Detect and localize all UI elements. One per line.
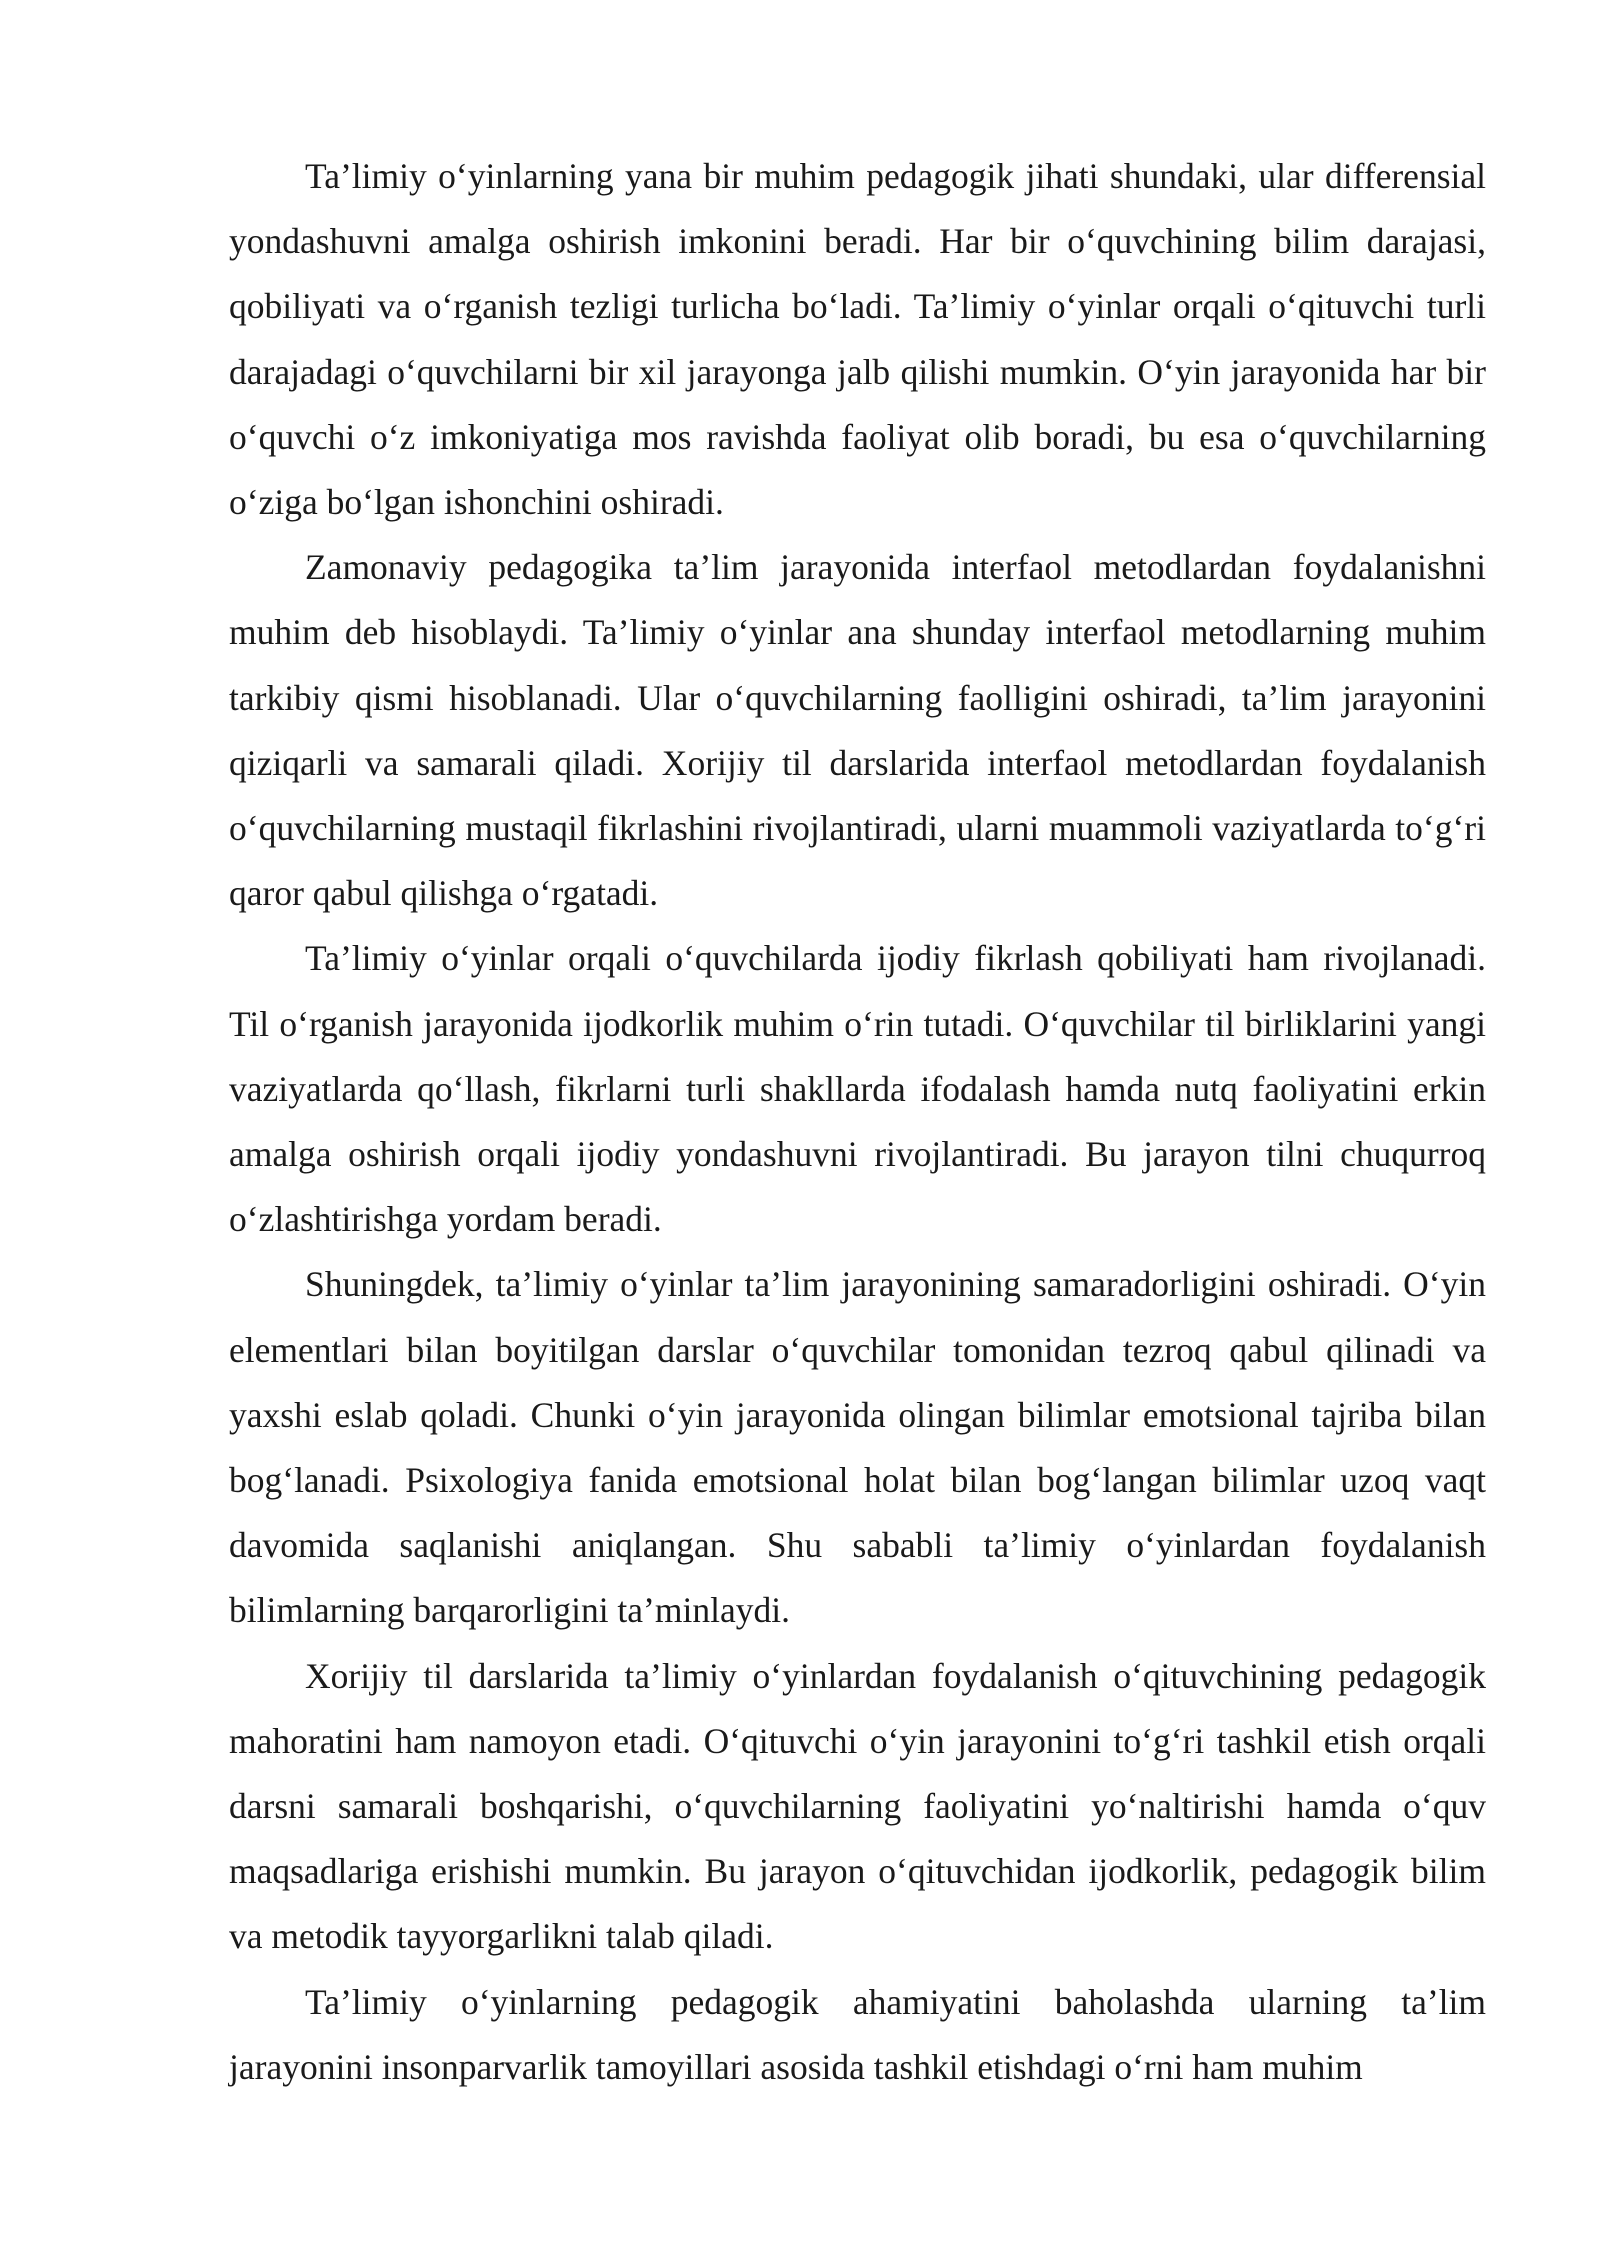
paragraph-2: Zamonaviy pedagogika ta’lim jarayonida interfaol metodlardan foydalanishni muhim deb hisoblaydi. Ta’limiy o‘yinlar ana shunday interfaol metodlarning muhim tarkibiy qismi hisoblanadi. Ular o‘quvchilarning faolligini oshiradi, ta’lim jarayonini qiziqarli va samarali qiladi. Xorijiy til darslarida interfaol metodlardan foydalanish o‘quvchilarning mustaqil fikrlashini rivojlantiradi, ularni muammoli vaziyatlarda to‘g‘ri qaror qabul qilishga o‘rgatadi.	[229, 547, 1486, 914]
paragraph-3: Ta’limiy o‘yinlar orqali o‘quvchilarda ijodiy fikrlash qobiliyati ham rivojlanadi. Til o‘rganish jarayonida ijodkorlik muhim o‘rin tutadi. O‘quvchilar til birliklarini yangi vaziyatlarda qo‘llash, fikrlarni turli shakllarda ifodalash hamda nutq faoliyatini erkin amalga oshirish orqali ijodiy yondashuvni rivojlantiradi. Bu jarayon tilni chuqurroq o‘zlashtirishga yordam beradi.	[229, 938, 1486, 1240]
paragraph-1: Ta’limiy o‘yinlarning yana bir muhim pedagogik jihati shundaki, ular differensial yondashuvni amalga oshirish imkonini beradi. Har bir o‘quvchining bilim darajasi, qobiliyati va o‘rganish tezligi turlicha bo‘ladi. Ta’limiy o‘yinlar orqali o‘qituvchi turli darajadagi o‘quvchilarni bir xil jarayonga jalb qilishi mumkin. O‘yin jarayonida har bir o‘quvchi o‘z imkoniyatiga mos ravishda faoliyat olib boradi, bu esa o‘quvchilarning o‘ziga bo‘lgan ishonchini oshiradi.	[229, 156, 1486, 523]
paragraph-6: Ta’limiy o‘yinlarning pedagogik ahamiyatini baholashda ularning ta’lim jarayonini insonparvarlik tamoyillari asosida tashkil etishdagi o‘rni ham muhim	[229, 1981, 1486, 2087]
document-body	[229, 144, 1486, 2100]
paragraph-4: Shuningdek, ta’limiy o‘yinlar ta’lim jarayonining samaradorligini oshiradi. O‘yin elementlari bilan boyitilgan darslar o‘quvchilar tomonidan tezroq qabul qilinadi va yaxshi eslab qoladi. Chunki o‘yin jarayonida olingan bilimlar emotsional tajriba bilan bog‘lanadi. Psixologiya fanida emotsional holat bilan bog‘langan bilimlar uzoq vaqt davomida saqlanishi aniqlangan. Shu sababli ta’limiy o‘yinlardan foydalanish bilimlarning barqarorligini ta’minlaydi.	[229, 1264, 1486, 1631]
paragraph-5: Xorijiy til darslarida ta’limiy o‘yinlardan foydalanish o‘qituvchining pedagogik mahoratini ham namoyon etadi. O‘qituvchi o‘yin jarayonini to‘g‘ri tashkil etish orqali darsni samarali boshqarishi, o‘quvchilarning faoliyatini yo‘naltirishi hamda o‘quv maqsadlariga erishishi mumkin. Bu jarayon o‘qituvchidan ijodkorlik, pedagogik bilim va metodik tayyorgarlikni talab qiladi.	[229, 1655, 1486, 1957]
